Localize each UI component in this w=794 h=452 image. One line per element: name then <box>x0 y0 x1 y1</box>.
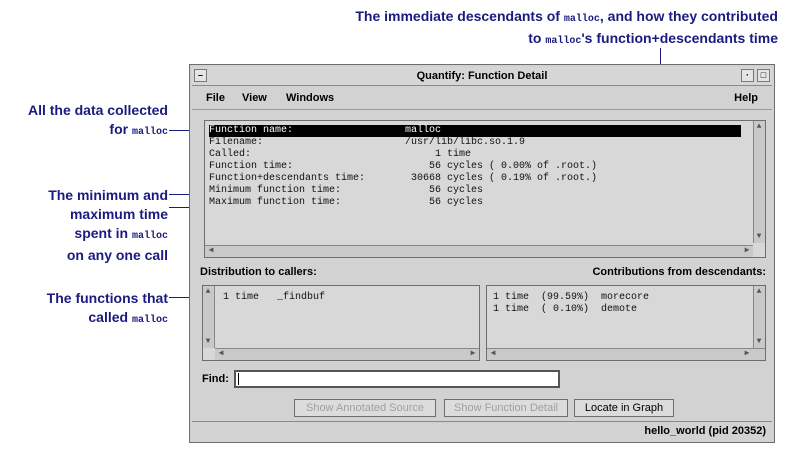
scroll-up-icon[interactable]: ▲ <box>205 287 211 296</box>
scroll-right-icon[interactable]: ▶ <box>470 349 476 358</box>
annotation-descendants: The immediate descendants of malloc, and how they contributed to malloc's function+descendants time <box>355 8 778 47</box>
detail-hscrollbar[interactable] <box>205 245 753 257</box>
scroll-left-icon[interactable]: ◀ <box>208 246 214 255</box>
detail-row-minimum-time[interactable]: Minimum function time: 56 cycles <box>209 185 484 196</box>
scroll-down-icon[interactable]: ▼ <box>756 232 762 241</box>
window-title: Quantify: Function Detail <box>416 70 548 82</box>
menu-windows[interactable]: Windows <box>286 92 335 104</box>
status-bar: hello_world (pid 20352) <box>192 421 772 440</box>
scroll-left-icon[interactable]: ◀ <box>218 349 224 358</box>
descendants-vscrollbar[interactable] <box>753 286 765 348</box>
find-label: Find: <box>202 373 229 385</box>
find-input[interactable] <box>234 370 560 388</box>
menu-view[interactable]: View <box>242 92 267 104</box>
callers-vscrollbar[interactable] <box>203 286 215 348</box>
function-detail-window <box>189 64 775 443</box>
detail-row-descendants-time[interactable]: Function+descendants time: 30668 cycles ( 0.19% of .root.) <box>209 173 598 184</box>
descendant-row-demote[interactable]: 1 time ( 0.10%) demote <box>493 304 638 315</box>
descendant-row-morecore[interactable]: 1 time (99.59%) morecore <box>493 292 650 303</box>
minimize-button[interactable]: · <box>741 69 754 82</box>
scroll-left-icon[interactable]: ◀ <box>490 349 496 358</box>
show-function-detail-button[interactable]: Show Function Detail <box>444 399 568 417</box>
scroll-up-icon[interactable]: ▲ <box>756 122 762 131</box>
detail-row-function-name[interactable]: Function name: malloc <box>209 125 741 137</box>
window-menu-button[interactable]: – <box>194 69 207 82</box>
descendants-heading: Contributions from descendants: <box>592 266 766 278</box>
menu-file[interactable]: File <box>206 92 225 104</box>
detail-pane[interactable] <box>204 120 766 258</box>
detail-row-maximum-time[interactable]: Maximum function time: 56 cycles <box>209 197 484 208</box>
detail-row-function-time[interactable]: Function time: 56 cycles ( 0.00% of .root.) <box>209 161 598 172</box>
scroll-right-icon[interactable]: ▶ <box>744 246 750 255</box>
descendants-hscrollbar[interactable] <box>487 348 765 360</box>
scroll-down-icon[interactable]: ▼ <box>205 337 211 346</box>
callers-heading: Distribution to callers: <box>200 266 317 278</box>
detail-row-filename[interactable]: Filename: /usr/lib/libc.so.1.9 <box>209 137 526 148</box>
show-annotated-source-button[interactable]: Show Annotated Source <box>294 399 436 417</box>
caller-row[interactable]: 1 time _findbuf <box>223 292 326 303</box>
menu-help[interactable]: Help <box>734 92 758 104</box>
title-bar[interactable] <box>192 67 772 86</box>
descendants-pane[interactable] <box>486 285 766 361</box>
callers-pane[interactable] <box>202 285 480 361</box>
annotation-all-data: All the data collected for malloc <box>27 102 168 138</box>
menu-bar <box>192 87 772 110</box>
maximize-button[interactable]: □ <box>757 69 770 82</box>
scroll-up-icon[interactable]: ▲ <box>756 287 762 296</box>
scroll-right-icon[interactable]: ▶ <box>744 349 750 358</box>
callers-hscrollbar[interactable] <box>215 348 479 360</box>
text-cursor <box>238 373 239 385</box>
detail-row-called[interactable]: Called: 1 time <box>209 149 472 160</box>
annotation-callers: The functions that called malloc <box>46 290 168 326</box>
annotation-minmax: The minimum and maximum time spent in malloc on any one call <box>48 187 168 263</box>
locate-in-graph-button[interactable]: Locate in Graph <box>574 399 674 417</box>
scroll-down-icon[interactable]: ▼ <box>756 337 762 346</box>
detail-vscrollbar[interactable] <box>753 121 765 243</box>
